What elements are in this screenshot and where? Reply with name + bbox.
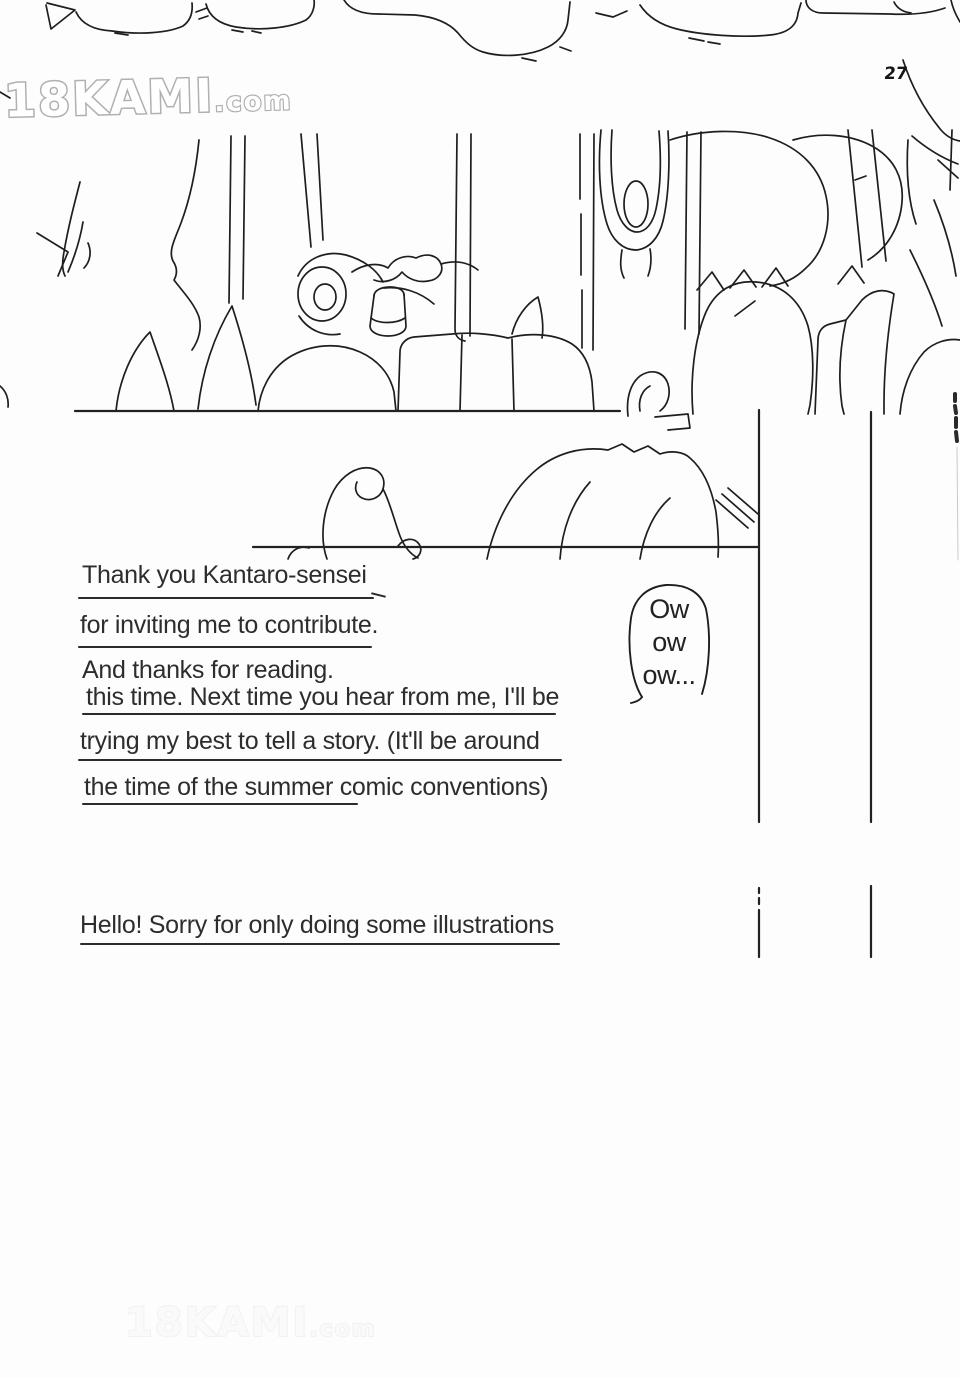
credit-line-2: for inviting me to contribute. [80,611,379,639]
page-number: 27 [882,64,909,84]
credit-line-7: Hello! Sorry for only doing some illustrations [80,911,554,939]
credit-line-3: And thanks for reading. [82,656,334,684]
credit-line-6: the time of the summer comic conventions) [84,773,549,801]
site-watermark-suffix: .com [213,86,293,119]
speech-bubble-line: ow... [642,660,696,690]
main-sketch [0,60,960,559]
speech-bubble-line: ow [652,627,686,657]
underline [78,597,374,599]
footer-ghost-watermark-text: 18KAMI [125,1300,310,1346]
speech-bubble [626,593,712,692]
footer-ghost-watermark-suffix: .com [309,1317,377,1342]
credit-line-4: this time. Next time you hear from me, I'll be [86,683,560,711]
site-watermark [3,66,293,128]
footer-ghost-watermark [125,1300,377,1346]
speech-bubble-line: Ow [649,594,689,624]
page-edge-marks [955,394,958,560]
underline [78,646,372,648]
underline [82,713,556,715]
credit-line-5: trying my best to tell a story. (It'll be around [80,727,540,755]
top-rocks-sketch [46,0,960,61]
site-watermark-text: 18KAMI [3,68,215,128]
underline [78,759,562,761]
underline [80,943,560,945]
underline [82,803,358,805]
credit-line-1: Thank you Kantaro-sensei [82,561,367,589]
